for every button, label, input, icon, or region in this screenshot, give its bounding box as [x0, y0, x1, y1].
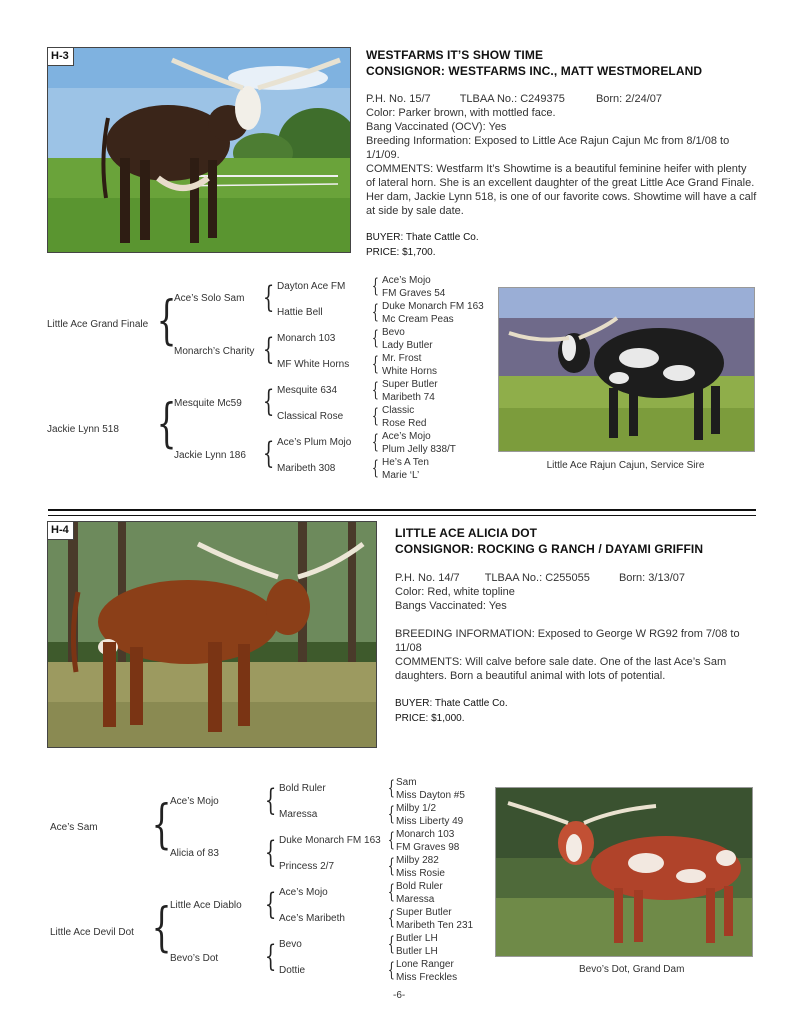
ancestor-gen4: Lady Butler	[382, 340, 433, 351]
sire: Little Ace Grand Finale	[47, 319, 149, 330]
ancestor-gen3: Ace’s Plum Mojo	[277, 437, 352, 448]
brace: {	[387, 801, 395, 825]
brace: {	[387, 853, 395, 877]
brace: {	[371, 429, 379, 453]
maternal-grandsire: Mesquite Mc59	[174, 398, 242, 409]
page-number: -6-	[393, 990, 406, 1001]
brace: {	[371, 403, 379, 427]
brace: {	[387, 931, 395, 955]
ancestor-gen4: Miss Liberty 49	[396, 816, 464, 827]
ancestor-gen4: Butler LH	[396, 946, 438, 957]
grand-dam-photo	[495, 787, 753, 957]
lot-number-tag: H-3	[48, 48, 74, 66]
lot-title: LITTLE ACE ALICIA DOT	[395, 526, 538, 540]
maternal-granddam: Jackie Lynn 186	[174, 450, 246, 461]
paternal-granddam: Monarch’s Charity	[174, 346, 255, 357]
ancestor-gen3: Ace’s Maribeth	[279, 913, 345, 924]
cow-photo-illustration	[48, 522, 376, 747]
breeding-info: Breeding Information: Exposed to Little Ace Rajun Cajun Mc from 8/1/08 to 1/1/09.	[366, 135, 730, 161]
dam: Little Ace Devil Dot	[50, 927, 134, 938]
ancestor-gen4: Super Butler	[382, 379, 438, 390]
ancestor-gen4: Classic	[382, 405, 415, 416]
ancestor-gen4: Maressa	[396, 894, 435, 905]
cow-photo-illustration	[48, 48, 350, 252]
brace: {	[371, 351, 379, 375]
lot-photo-little-ace-alicia-dot	[47, 521, 377, 748]
lot-consignor: CONSIGNOR: ROCKING G RANCH / DAYAMI GRIFFIN	[395, 542, 704, 556]
ancestor-gen4: Monarch 103	[396, 829, 455, 840]
ancestor-gen4: Mc Cream Peas	[382, 314, 454, 325]
service-sire-photo	[498, 287, 755, 452]
section-divider	[48, 509, 756, 511]
ancestor-gen4: He’s A Ten	[382, 457, 429, 468]
ancestor-gen4: Miss Dayton #5	[396, 790, 465, 801]
comments-text: COMMENTS: Will calve before sale date. One of the last Ace’s Sam daughters. Born a beautiful animal with lots of potential.	[395, 656, 727, 682]
ancestor-gen3: Classical Rose	[277, 411, 344, 422]
lot-photo-westfarms-its-show-time	[47, 47, 351, 253]
ph-number: P.H. No. 14/7	[395, 572, 460, 584]
ancestor-gen4: Milby 1/2	[396, 803, 437, 814]
ancestor-gen3: MF White Horns	[277, 359, 350, 370]
brace: {	[387, 905, 395, 929]
ancestor-gen4: Marie ‘L’	[382, 470, 420, 481]
ancestor-gen3: Duke Monarch FM 163	[279, 835, 381, 846]
comments-text: COMMENTS: Westfarm It’s Showtime is a beautiful feminine heifer with plenty of lateral horn. She is an excellent daughter of the great Little Ace Grand Finale. Her dam, Jackie Lynn 518, is one of our favorite cows. Showtime will have a calf at side by sale date.	[366, 163, 757, 217]
brace: {	[151, 898, 172, 958]
brace: {	[387, 957, 395, 981]
ancestor-gen4: Sam	[396, 777, 417, 788]
brace: {	[371, 273, 379, 297]
ancestor-gen3: Dottie	[279, 965, 306, 976]
photo-caption: Little Ace Rajun Cajun, Service Sire	[546, 460, 705, 471]
brace: {	[371, 299, 379, 323]
birth-date: Born: 2/24/07	[595, 93, 662, 105]
photo-caption: Bevo’s Dot, Grand Dam	[579, 964, 685, 975]
ancestor-gen4: FM Graves 98	[396, 842, 460, 853]
section-divider	[48, 515, 756, 516]
brace: {	[262, 436, 275, 471]
sire: Ace’s Sam	[50, 822, 98, 833]
lot-details	[366, 92, 758, 218]
brace: {	[387, 775, 395, 799]
ancestor-gen4: Miss Rosie	[396, 868, 445, 879]
ancestor-gen4: Ace’s Mojo	[382, 431, 431, 442]
lot-consignor: CONSIGNOR: WESTFARMS INC., MATT WESTMORELAND	[366, 64, 703, 78]
ancestor-gen4: Milby 282	[396, 855, 439, 866]
brace: {	[371, 377, 379, 401]
ancestor-gen3: Hattie Bell	[277, 307, 323, 318]
price-text: PRICE: $1,000.	[395, 713, 465, 724]
color-info: Color: Parker brown, with mottled face.	[366, 107, 556, 119]
tlbaa-number: TLBAA No.: C255055	[484, 572, 590, 584]
maternal-grandsire: Little Ace Diablo	[170, 900, 242, 911]
ancestor-gen4: Mr. Frost	[382, 353, 422, 364]
ancestor-gen4: Lone Ranger	[396, 959, 454, 970]
ancestor-gen3: Bevo	[279, 939, 302, 950]
brace: {	[264, 887, 277, 922]
ancestor-gen4: Duke Monarch FM 163	[382, 301, 484, 312]
brace: {	[156, 291, 177, 351]
brace: {	[262, 384, 275, 419]
paternal-grandsire: Ace’s Solo Sam	[174, 293, 245, 304]
birth-date: Born: 3/13/07	[618, 572, 685, 584]
maternal-granddam: Bevo’s Dot	[170, 953, 219, 964]
price-text: PRICE: $1,700.	[366, 247, 436, 258]
ancestor-gen4: FM Graves 54	[382, 288, 446, 299]
brace: {	[387, 879, 395, 903]
ancestor-gen4: Maribeth 74	[382, 392, 435, 403]
brace: {	[387, 827, 395, 851]
brace: {	[371, 325, 379, 349]
color-info: Color: Red, white topline	[395, 586, 515, 598]
lot-title: WESTFARMS IT’S SHOW TIME	[366, 48, 544, 62]
paternal-granddam: Alicia of 83	[170, 848, 219, 859]
ancestor-gen4: Ace’s Mojo	[382, 275, 431, 286]
lot-number-tag: H-4	[48, 522, 74, 540]
ancestor-gen3: Monarch 103	[277, 333, 336, 344]
brace: {	[264, 939, 277, 974]
ancestor-gen3: Maribeth 308	[277, 463, 336, 474]
tlbaa-number: TLBAA No.: C249375	[459, 93, 565, 105]
ancestor-gen4: Butler LH	[396, 933, 438, 944]
bull-photo-illustration	[499, 288, 754, 451]
ancestor-gen4: Rose Red	[382, 418, 427, 429]
ancestor-gen4: Plum Jelly 838/T	[382, 444, 456, 455]
ancestor-gen4: Maribeth Ten 231	[396, 920, 474, 931]
ancestor-gen3: Bold Ruler	[279, 783, 326, 794]
brace: {	[371, 455, 379, 479]
paternal-grandsire: Ace’s Mojo	[170, 796, 219, 807]
cow-photo-illustration	[496, 788, 752, 956]
dam: Jackie Lynn 518	[47, 424, 119, 435]
brace: {	[262, 280, 275, 315]
ancestor-gen4: White Horns	[382, 366, 438, 377]
brace: {	[264, 783, 277, 818]
brace: {	[264, 835, 277, 870]
brace: {	[262, 332, 275, 367]
ancestor-gen4: Miss Freckles	[396, 972, 458, 983]
bang-info: Bang Vaccinated (OCV): Yes	[366, 121, 507, 133]
brace: {	[151, 795, 172, 855]
ancestor-gen3: Mesquite 634	[277, 385, 338, 396]
ancestor-gen3: Maressa	[279, 809, 318, 820]
bang-info: Bangs Vaccinated: Yes	[395, 600, 507, 612]
ancestor-gen4: Bevo	[382, 327, 405, 338]
ancestor-gen3: Ace’s Mojo	[279, 887, 328, 898]
buyer-text: BUYER: Thate Cattle Co.	[366, 232, 479, 243]
ancestor-gen4: Super Butler	[396, 907, 452, 918]
breeding-info: BREEDING INFORMATION: Exposed to George W RG92 from 7/08 to 11/08	[395, 628, 740, 654]
brace: {	[156, 394, 177, 454]
ancestor-gen3: Dayton Ace FM	[277, 281, 346, 292]
ph-number: P.H. No. 15/7	[366, 93, 431, 105]
lot-details	[395, 571, 758, 683]
buyer-text: BUYER: Thate Cattle Co.	[395, 698, 508, 709]
ancestor-gen4: Bold Ruler	[396, 881, 443, 892]
ancestor-gen3: Princess 2/7	[279, 861, 335, 872]
